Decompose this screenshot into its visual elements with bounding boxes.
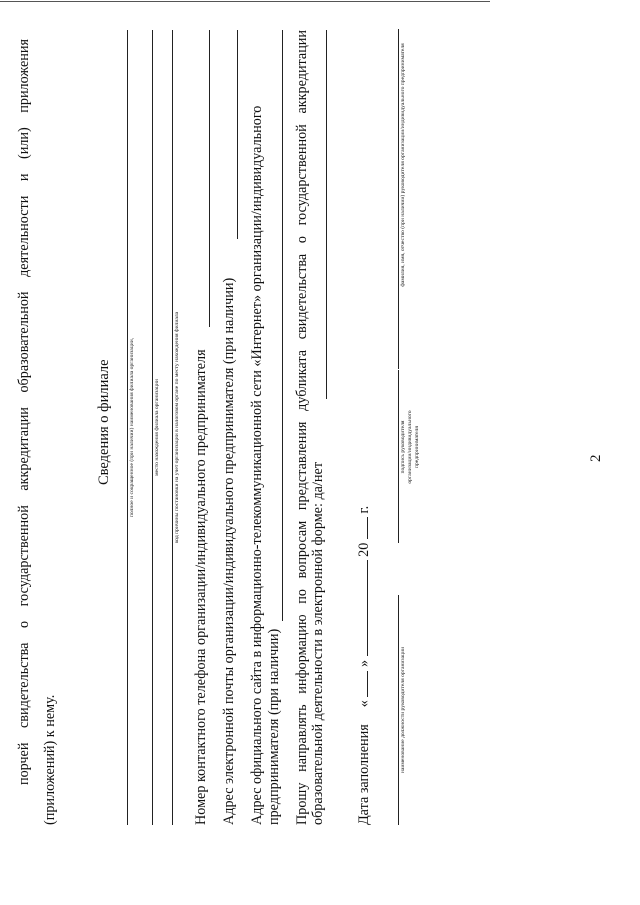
branch-kpp-caption: код причины постановки на учет организации в налоговом органе по месту нахождения филиала (174, 311, 180, 544)
date-open-quote: « (356, 700, 372, 708)
date-year-prefix: 20 (356, 542, 372, 557)
full-name-caption: фамилия, имя, отчество (при наличии) руководителя организации/индивидуального предпринимателя (400, 43, 406, 287)
date-year-field[interactable] (355, 517, 368, 539)
intro-line-2: (приложений) к нему. (42, 694, 58, 825)
branch-name-line (127, 30, 128, 825)
branch-kpp-line (172, 30, 173, 825)
website-label-line-1: Адрес официального сайта в информационно-телекоммуникационной сети «Интернет» организации/индивидуального (249, 105, 265, 825)
email-label: Адрес электронной почты организации/индивидуального предпринимателя (при наличии) (221, 277, 237, 825)
signature-caption: подпись руководителя организации/индивидуального предпринимателя (400, 410, 420, 484)
signature-line[interactable] (398, 370, 399, 543)
request-answer-line[interactable] (326, 30, 327, 399)
fill-date-label: Дата заполнения (356, 724, 372, 825)
branch-section-title: Сведения о филиале (96, 359, 112, 485)
email-input-line[interactable] (237, 30, 238, 239)
date-month-field[interactable] (355, 560, 368, 656)
branch-location-line (152, 30, 153, 825)
branch-name-caption: полное и сокращенное (при наличии) наименования филиала организации, (129, 337, 135, 518)
phone-input-line[interactable] (209, 30, 210, 327)
request-line-2: образовательной деятельности в электронной форме: да/нет (310, 461, 326, 825)
phone-label: Номер контактного телефона организации/индивидуального предпринимателя (193, 349, 209, 825)
fill-date-row (355, 506, 372, 825)
date-year-suffix: г. (356, 505, 372, 514)
full-name-line[interactable] (398, 29, 399, 369)
position-caption: наименование должности руководителя организации (400, 646, 406, 774)
intro-line-1: порчей свидетельства о государственной аккредитации образовательной деятельности и (или) приложения (16, 39, 32, 785)
website-label-line-2: предпринимателя (при наличии) (266, 628, 282, 825)
website-input-line[interactable] (282, 30, 283, 621)
date-day-field[interactable] (355, 671, 368, 697)
position-signature-line[interactable] (398, 595, 399, 825)
page-number: 2 (588, 454, 604, 462)
date-close-quote: » (356, 659, 372, 667)
branch-location-caption: место нахождения филиала организации (154, 379, 160, 476)
request-line-1: Прошу направлять информацию по вопросам представления дубликата свидетельства о государственной аккредитации (294, 30, 310, 825)
